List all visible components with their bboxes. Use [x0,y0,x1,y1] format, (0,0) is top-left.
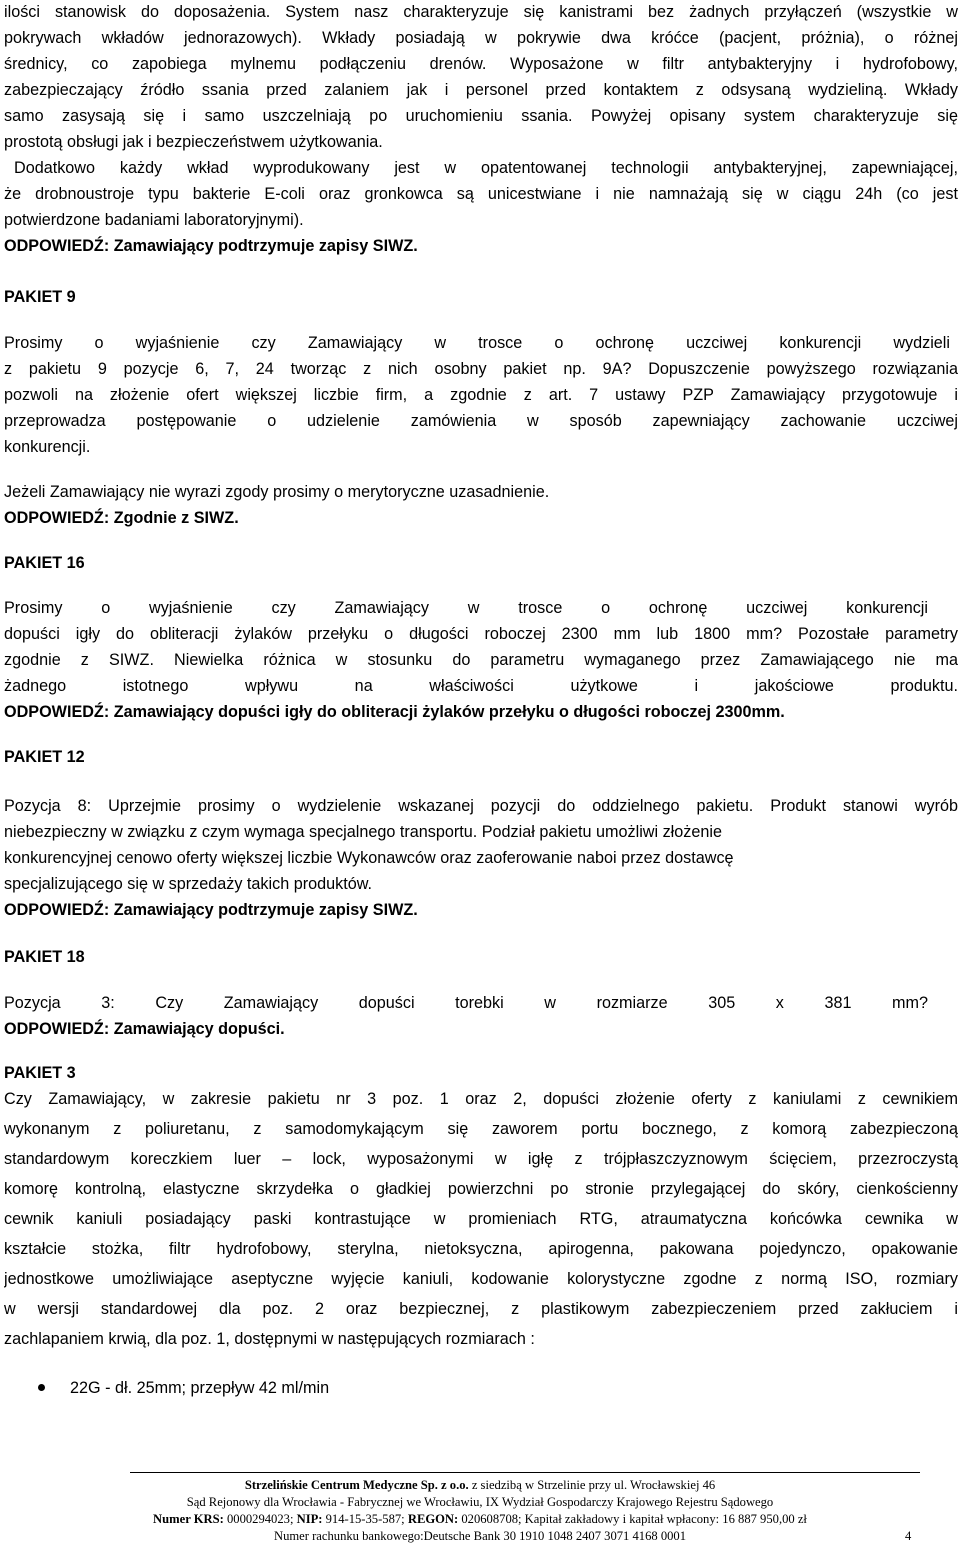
text-line: średnicy, co zapobiega mylnemu podłączeniu drenów. Wyposażone w filtr antybakteryjny i hydrofobowy, [4,55,958,73]
footer-court: Sąd Rejonowy dla Wrocławia - Fabrycznej we Wrocławiu, IX Wydział Gospodarczy Krajowego Rejestru Sądowego [186,1495,774,1509]
text-line: żadnego istotnego wpływu na właściwości użytkowe i jakościowe produktu. [4,677,958,695]
answer-text: ODPOWIEDŹ: Zamawiający dopuści igły do obliteracji żylaków przełyku o długości roboczej 2300mm. [4,703,785,721]
section-heading-pakiet-3: PAKIET 3 [4,1064,76,1082]
text-line: potwierdzone badaniami laboratoryjnymi). [4,211,304,229]
text-line: prostotą obsługi jak i bezpieczeństwem użytkowania. [4,133,383,151]
footer-krs-value: 0000294023; [223,1512,297,1526]
page-number: 4 [905,1529,912,1543]
text-line: Jeżeli Zamawiający nie wyrazi zgody prosimy o merytoryczne uzasadnienie. [4,483,550,501]
text-line: cewnik kaniuli posiadający paski kontrastujące w promieniach RTG, atraumatyczna końcówka cewnika w [4,1210,958,1228]
footer-divider [130,1472,920,1473]
text-line: zachlapaniem krwią, dla poz. 1, dostępnymi w następujących rozmiarach : [4,1330,535,1348]
bullet-item: 22G - dł. 25mm; przepływ 42 ml/min [70,1379,330,1397]
text-line: specjalizującego się w sprzedaży takich produktów. [4,875,373,893]
text-line: z pakietu 9 pozycje 6, 7, 24 tworząc z nich osobny pakiet np. 9A? Dopuszczenie powyższego rozwiązania [4,360,958,378]
text-line: komorę kontrolną, elastyczne skrzydełka o gładkiej powierzchni po stronie przylegającej do skóry, cienkościenny [4,1180,958,1198]
text-line: zabezpieczający źródło ssania przed zalaniem jak i personel przed kontaktem z odsysaną wydzieliną. Wkłady [4,81,958,99]
footer-krs-label: Numer KRS: [153,1512,224,1526]
text-line: jednostkowe umożliwiające aseptyczne wyjęcie kaniuli, kodowanie kolorystyczne zgodne z normą ISO, rozmiary [4,1270,958,1288]
section-heading-pakiet-18: PAKIET 18 [4,948,85,966]
text-line: przeprowadza postępowanie o udzielenie zamówienia w sposób zapewniający zachowanie uczciwej [4,412,958,430]
section-heading-pakiet-9: PAKIET 9 [4,288,76,306]
text-line: Prosimy o wyjaśnienie czy Zamawiający w trosce o ochronę uczciwej konkurencji [4,599,928,617]
text-line: Czy Zamawiający, w zakresie pakietu nr 3 poz. 1 oraz 2, dopuści złożenie oferty z kaniulami z cewnikiem [4,1090,958,1108]
answer-text: ODPOWIEDŹ: Zgodnie z SIWZ. [4,509,239,527]
section-heading-pakiet-16: PAKIET 16 [4,554,85,572]
text-line: samo zasysają się i samo uszczelniają po uruchomieniu ssania. Powyżej opisany system charakteryzuje się [4,107,958,125]
text-line: konkurencji. [4,438,91,456]
text-line: pokrywach wkładów jednorazowych). Wkłady posiadają w pokrywie dwa króćce (pacjent, próżnia), o różnej [4,29,958,47]
section-heading-pakiet-12: PAKIET 12 [4,748,85,766]
answer-text: ODPOWIEDŹ: Zamawiający podtrzymuje zapisy SIWZ. [4,237,418,255]
text-line: pozwoli na złożenie ofert większej liczbie firm, a zgodnie z art. 7 ustawy PZP Zamawiający przygotowuje i [4,386,958,404]
answer-text: ODPOWIEDŹ: Zamawiający podtrzymuje zapisy SIWZ. [4,901,418,919]
text-line: że drobnoustroje typu bakterie E-coli oraz gronkowca są unicestwiane i nie namnażają się w ciągu 24h (co jest [4,185,958,203]
footer-company-line [0,1477,960,1493]
footer-bank-account: Numer rachunku bankowego:Deutsche Bank 30 1910 1048 2407 3071 4168 0001 [273,1529,687,1543]
answer-text: ODPOWIEDŹ: Zamawiający dopuści. [4,1020,285,1038]
text-line: Pozycja 8: Uprzejmie prosimy o wydzielenie wskazanej pozycji do oddzielnego pakietu. Produkt stanowi wyrób [4,797,958,815]
footer-company-name: Strzelińskie Centrum Medyczne Sp. z o.o. [244,1478,469,1492]
footer-regon-label: REGON: [407,1512,459,1526]
footer-nip-label: NIP: [296,1512,323,1526]
text-line: Pozycja 3: Czy Zamawiający dopuści torebki w rozmiarze 305 x 381 mm? [4,994,928,1012]
footer-regon-value: 020608708; Kapitał zakładowy i kapitał wpłacony: 16 887 950,00 zł [458,1512,807,1526]
text-line: zgodnie z SIWZ. Niewielka różnica w stosunku do parametru wymaganego przez Zamawiającego nie ma [4,651,958,669]
text-line: standardowym koreczkiem luer – lock, wyposażonymi w igłę z trójpłaszczyznowym ścięciem, przezroczystą [4,1150,958,1168]
footer-address: z siedzibą w Strzelinie przy ul. Wrocławskiej 46 [468,1478,716,1492]
footer-nip-value: 914-15-35-587; [322,1512,408,1526]
bullet-marker [38,1384,45,1391]
text-line: niebezpieczny w związku z czym wymaga specjalnego transportu. Podział pakietu umożliwi złożenie [4,823,722,841]
text-line: konkurencyjnej cenowo oferty większej liczbie Wykonawców oraz zaoferowanie naboi przez dostawcę [4,849,734,867]
text-line: ilości stanowisk do doposażenia. System nasz charakteryzuje się kanistrami bez żadnych przyłączeń (wszystkie w [4,3,958,21]
text-line: Dodatkowo każdy wkład wyprodukowany jest w opatentowanej technologii antybakteryjnej, zapewniającej, [14,159,958,177]
text-line: w wersji standardowej dla poz. 2 oraz bezpiecznej, z plastikowym zabezpieczeniem przed zakłuciem i [4,1300,958,1318]
text-line: wykonanym z poliuretanu, z samodomykającym się zaworem portu bocznego, z komorą zabezpieczoną [4,1120,958,1138]
text-line: dopuści igły do obliteracji żylaków przełyku o długości roboczej 2300 mm lub 1800 mm? Pozostałe parametry [4,625,958,643]
text-line: kształcie stożka, filtr hydrofobowy, sterylna, nietoksyczna, apirogenna, pakowana pojedynczo, opakowanie [4,1240,958,1258]
footer-registry-line [0,1511,960,1527]
text-line: Prosimy o wyjaśnienie czy Zamawiający w trosce o ochronę uczciwej konkurencji wydzieli [4,334,950,352]
